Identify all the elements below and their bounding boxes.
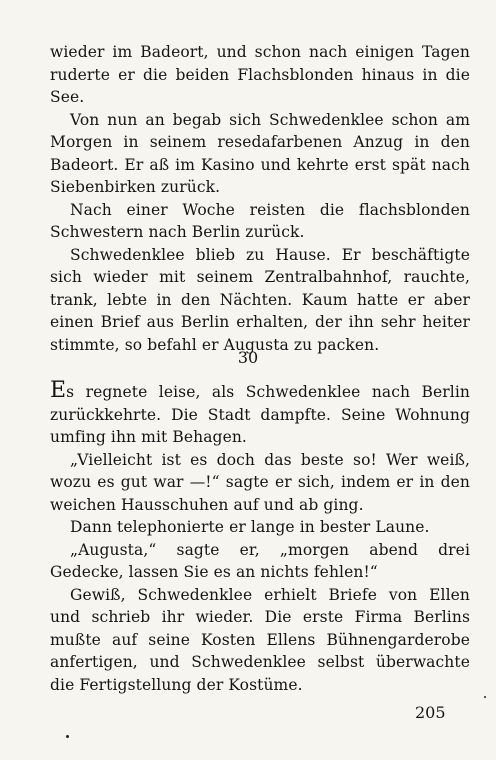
paragraph: Nach einer Woche reisten die flachsblonden Schwestern nach Berlin zurück. [50, 200, 470, 241]
page-number: 205 [415, 703, 446, 722]
text-block-top [50, 41, 470, 356]
chapter-opening-text: s regnete leise, als Schwedenklee nach Berlin zurückkehrte. Die Stadt dampfte. Seine Wohnung umfing ihn mit Behagen. [50, 383, 470, 446]
paragraph: Dann telephonierte er lange in bester Laune. [70, 518, 430, 536]
paragraph: „Vielleicht ist es doch das beste so! Wer weiß, wozu es gut war —!“ sagte er sich, indem er in den weichen Hausschuhen auf und ab ging. [50, 450, 470, 514]
paragraph: „Augusta,“ sagte er, „morgen abend drei Gedecke, lassen Sie es an nichts fehlen!“ [50, 540, 470, 581]
print-speck [484, 696, 486, 698]
paragraph-continuation: wieder im Badeort, und schon nach einigen Tagen ruderte er die beiden Flachsblonden hinaus in die See. [50, 43, 470, 106]
paragraph: Von nun an begab sich Schwedenklee schon am Morgen in seinem resedafarbenen Anzug in den Badeort. Er aß im Kasino und kehrte erst spät nach Siebenbirken zurück. [50, 110, 470, 196]
print-speck [66, 735, 69, 738]
text-block-chapter [50, 380, 470, 696]
paragraph: Gewiß, Schwedenklee erhielt Briefe von Ellen und schrieb ihr wieder. Die erste Firma Berlins mußte auf seine Kosten Ellens Bühnengarderobe anfertigen, und Schwedenklee selbst überwachte die Fertigstellung der Kostüme. [50, 585, 470, 694]
paragraph: Schwedenklee blieb zu Hause. Er beschäftigte sich wieder mit seinem Zentralbahnhof, rauchte, trank, lebte in den Nächten. Kaum hatte er aber einen Brief aus Berlin erhalten, der ihn sehr heiter stimmte, so befahl er Augusta zu packen. [50, 245, 470, 354]
chapter-opening-paragraph [50, 380, 470, 449]
chapter-number: 30 [237, 348, 259, 367]
chapter-initial: E [50, 378, 67, 403]
